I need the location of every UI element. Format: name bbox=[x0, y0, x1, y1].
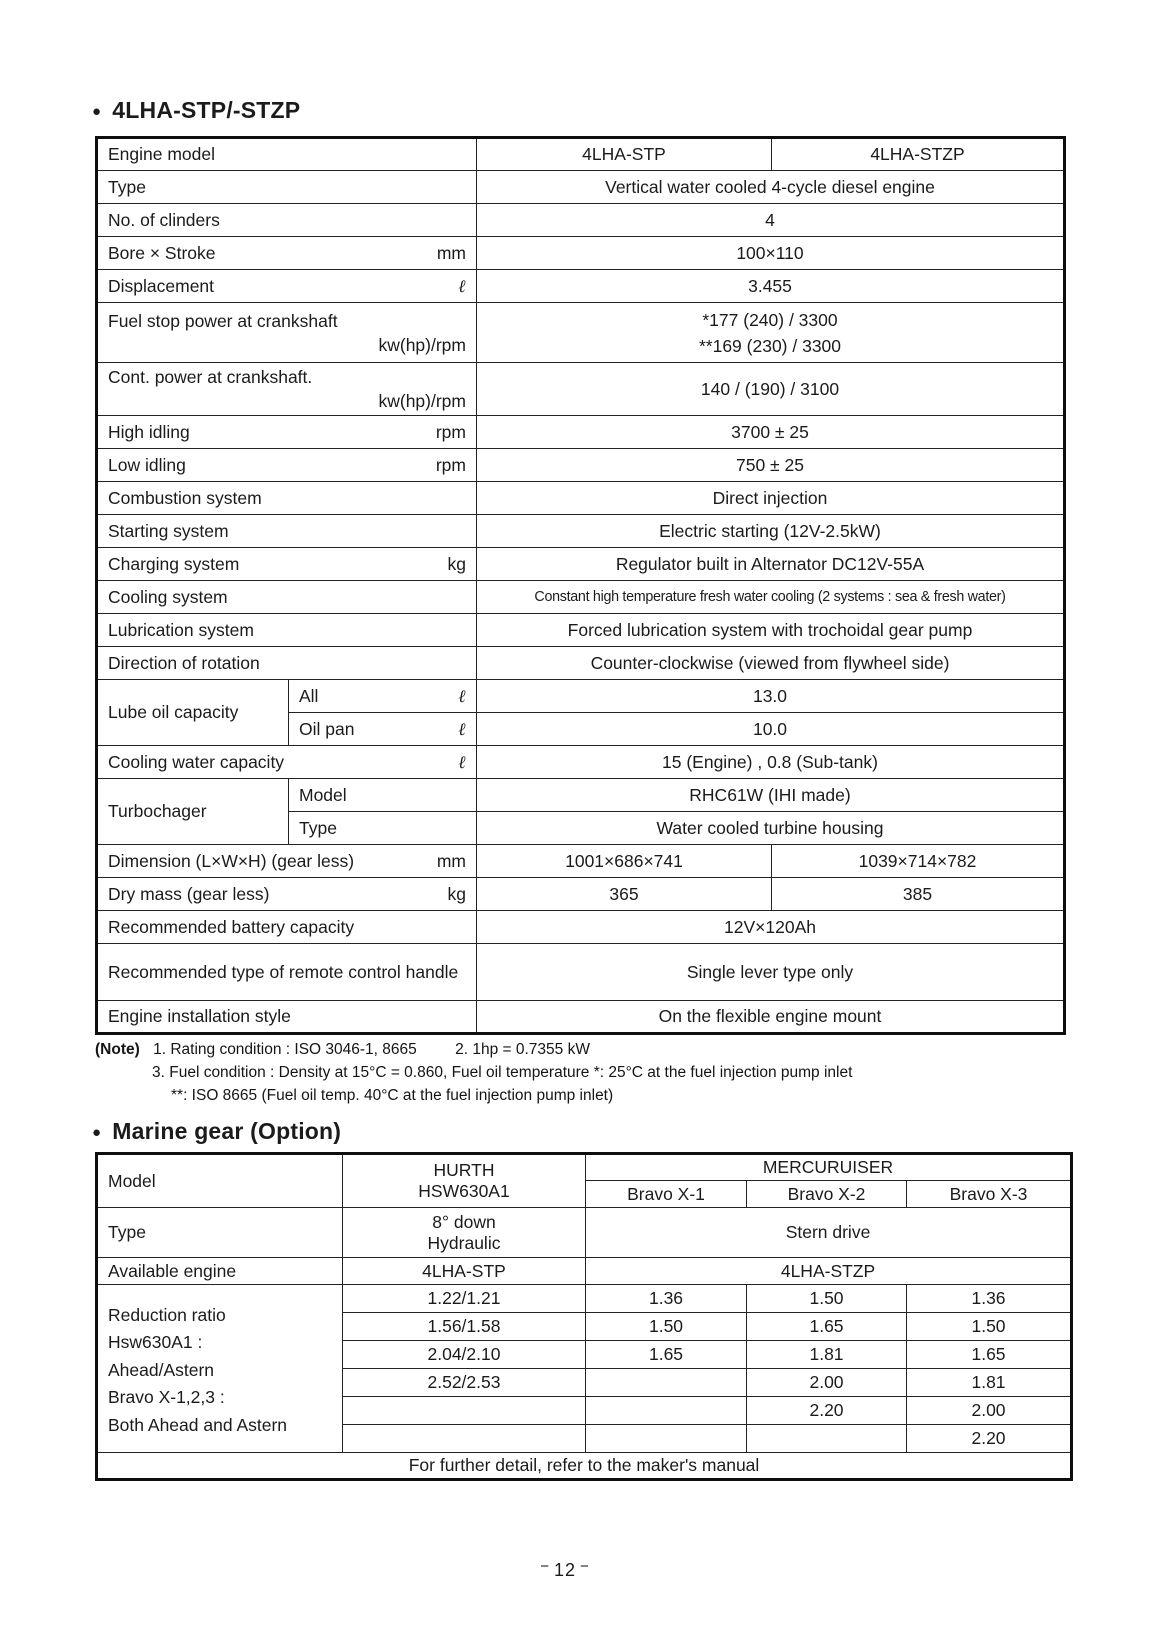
row-value-stp: 365 bbox=[477, 878, 772, 911]
ratio-cell: 1.50 bbox=[586, 1313, 747, 1341]
sub-row-label: Oil pan bbox=[299, 718, 355, 739]
row-label: Cooling system bbox=[97, 581, 477, 614]
bullet-icon: ● bbox=[92, 1124, 102, 1141]
hurth-brand: HURTH bbox=[433, 1160, 495, 1180]
ratio-cell: 1.56/1.58 bbox=[343, 1313, 586, 1341]
note-tag: (Note) bbox=[95, 1041, 140, 1058]
mercruiser-brand: MERCURUISER bbox=[586, 1154, 1072, 1181]
table-row-turbo-model bbox=[97, 779, 1065, 812]
table-row-lube-oil-all bbox=[97, 680, 1065, 713]
ratio-cell: 2.04/2.10 bbox=[343, 1341, 586, 1369]
row-unit: mm bbox=[436, 242, 466, 263]
ratio-cell bbox=[586, 1369, 747, 1397]
hurth-model: HSW630A1 bbox=[418, 1181, 510, 1201]
note-line-2: 3. Fuel condition : Density at 15°C = 0.860, Fuel oil temperature *: 25°C at the fuel injection pump inlet bbox=[152, 1064, 853, 1081]
row-value: 3700 ± 25 bbox=[477, 416, 1065, 449]
hurth-type-line2: Hydraulic bbox=[427, 1232, 501, 1253]
table-row-cooling-water bbox=[97, 746, 1065, 779]
row-value: 3.455 bbox=[477, 270, 1065, 303]
row-value-stzp: 1039×714×782 bbox=[772, 845, 1065, 878]
ratio-cell: 1.81 bbox=[907, 1369, 1072, 1397]
table-row-gear-type bbox=[97, 1208, 1072, 1258]
section-title-marine-gear bbox=[92, 1118, 341, 1145]
hurth-type-line1: 8° down bbox=[432, 1211, 496, 1232]
row-unit: kg bbox=[447, 553, 466, 574]
row-label: High idling bbox=[108, 421, 190, 442]
reduction-label-line: Reduction ratio bbox=[108, 1304, 226, 1325]
row-unit: ℓ bbox=[458, 752, 466, 773]
row-label: Engine model bbox=[97, 138, 477, 171]
table-row-cylinders bbox=[97, 204, 1065, 237]
reduction-label-line: Hsw630A1 : bbox=[108, 1332, 203, 1353]
row-label: Displacement bbox=[108, 275, 215, 296]
row-label: Combustion system bbox=[97, 482, 477, 515]
row-value: Single lever type only bbox=[477, 944, 1065, 1001]
row-label: Model bbox=[97, 1154, 343, 1208]
row-unit: kg bbox=[447, 883, 466, 904]
ratio-cell: 1.36 bbox=[586, 1285, 747, 1313]
row-unit: kw(hp)/rpm bbox=[378, 391, 466, 411]
row-label: Cooling water capacity bbox=[108, 751, 285, 772]
row-value: 140 / (190) / 3100 bbox=[477, 363, 1065, 416]
row-value: 10.0 bbox=[477, 713, 1065, 746]
ratio-cell bbox=[343, 1397, 586, 1425]
note-line-3: **: ISO 8665 (Fuel oil temp. 40°C at the fuel injection pump inlet) bbox=[171, 1087, 614, 1104]
table-row-dry-mass bbox=[97, 878, 1065, 911]
page-number-dash: − bbox=[540, 1558, 550, 1575]
table-row-type bbox=[97, 171, 1065, 204]
bravo-x2-header: Bravo X-2 bbox=[747, 1181, 907, 1208]
row-value: Vertical water cooled 4-cycle diesel engine bbox=[477, 171, 1065, 204]
row-label: No. of clinders bbox=[97, 204, 477, 237]
note-item-2: 2. 1hp = 0.7355 kW bbox=[455, 1041, 590, 1058]
table-row-installation bbox=[97, 1001, 1065, 1034]
row-label: Cont. power at crankshaft. bbox=[108, 367, 313, 387]
row-value-line1: *177 (240) / 3300 bbox=[702, 309, 838, 330]
ratio-cell: 1.65 bbox=[586, 1341, 747, 1369]
hurth-engine: 4LHA-STP bbox=[343, 1258, 586, 1285]
page-number-dash: − bbox=[580, 1558, 590, 1575]
table-row-bore-stroke bbox=[97, 237, 1065, 270]
reduction-label-line: Both Ahead and Astern bbox=[108, 1414, 288, 1435]
row-value-line2: **169 (230) / 3300 bbox=[698, 335, 842, 356]
engine-spec-table bbox=[95, 136, 1066, 1035]
row-unit: rpm bbox=[435, 421, 466, 442]
sub-row-label: All bbox=[299, 685, 319, 706]
table-row-ratio-1 bbox=[97, 1285, 1072, 1313]
table-row-cooling bbox=[97, 581, 1065, 614]
row-value: RHC61W (IHI made) bbox=[477, 779, 1065, 812]
ratio-cell bbox=[586, 1397, 747, 1425]
row-label: Bore × Stroke bbox=[108, 242, 216, 263]
mercruiser-engine: 4LHA-STZP bbox=[586, 1258, 1072, 1285]
bravo-x1-header: Bravo X-1 bbox=[586, 1181, 747, 1208]
row-value: On the flexible engine mount bbox=[477, 1001, 1065, 1034]
mercruiser-type: Stern drive bbox=[586, 1208, 1072, 1258]
row-label: Low idling bbox=[108, 454, 186, 475]
row-label: Dry mass (gear less) bbox=[108, 883, 270, 904]
ratio-cell: 2.52/2.53 bbox=[343, 1369, 586, 1397]
ratio-cell: 1.22/1.21 bbox=[343, 1285, 586, 1313]
marine-gear-table bbox=[95, 1152, 1073, 1481]
row-value-stzp: 4LHA-STZP bbox=[772, 138, 1065, 171]
ratio-cell: 1.65 bbox=[747, 1313, 907, 1341]
ratio-cell: 2.20 bbox=[747, 1397, 907, 1425]
table-row-battery bbox=[97, 911, 1065, 944]
table-row-dimension bbox=[97, 845, 1065, 878]
ratio-cell: 2.00 bbox=[907, 1397, 1072, 1425]
row-label: Charging system bbox=[108, 553, 240, 574]
page-number-value: 12 bbox=[553, 1560, 577, 1580]
row-unit: ℓ bbox=[458, 276, 466, 297]
row-value: Constant high temperature fresh water cooling (2 systems : sea & fresh water) bbox=[477, 581, 1065, 614]
ratio-cell: 1.65 bbox=[907, 1341, 1072, 1369]
ratio-cell: 1.36 bbox=[907, 1285, 1072, 1313]
note-line-1 bbox=[95, 1038, 1075, 1061]
note-item-1: 1. Rating condition : ISO 3046-1, 8665 bbox=[153, 1041, 417, 1058]
row-value: 13.0 bbox=[477, 680, 1065, 713]
row-value: Electric starting (12V-2.5kW) bbox=[477, 515, 1065, 548]
section-title-engine bbox=[92, 97, 300, 124]
row-label: Lubrication system bbox=[97, 614, 477, 647]
note-block bbox=[95, 1038, 1075, 1107]
table-row-footer bbox=[97, 1453, 1072, 1480]
row-value: 750 ± 25 bbox=[477, 449, 1065, 482]
ratio-cell: 1.81 bbox=[747, 1341, 907, 1369]
row-label: Fuel stop power at crankshaft bbox=[108, 310, 338, 331]
sub-row-label: Model bbox=[289, 779, 477, 812]
section-title-text: Marine gear (Option) bbox=[112, 1118, 342, 1144]
bullet-icon: ● bbox=[92, 103, 102, 120]
reduction-label-line: Bravo X-1,2,3 : bbox=[108, 1387, 225, 1408]
row-label: Type bbox=[97, 1208, 343, 1258]
table-row-charging bbox=[97, 548, 1065, 581]
table-row-lubrication bbox=[97, 614, 1065, 647]
ratio-cell bbox=[747, 1425, 907, 1453]
sub-row-label: Type bbox=[289, 812, 477, 845]
page-number bbox=[0, 1560, 1130, 1581]
table-row-cont-power bbox=[97, 363, 1065, 416]
table-row-remote-handle bbox=[97, 944, 1065, 1001]
reduction-label-line: Ahead/Astern bbox=[108, 1359, 215, 1380]
table-row-model-header bbox=[97, 1154, 1072, 1181]
row-label: Type bbox=[97, 171, 477, 204]
ratio-cell bbox=[586, 1425, 747, 1453]
table-row-low-idling bbox=[97, 449, 1065, 482]
ratio-cell bbox=[343, 1425, 586, 1453]
ratio-cell: 2.20 bbox=[907, 1425, 1072, 1453]
section-title-text: 4LHA-STP/-STZP bbox=[112, 97, 301, 123]
row-label: Recommended battery capacity bbox=[97, 911, 477, 944]
row-unit: rpm bbox=[435, 454, 466, 475]
row-value: Direct injection bbox=[477, 482, 1065, 515]
row-value: Forced lubrication system with trochoidal gear pump bbox=[477, 614, 1065, 647]
row-label: Dimension (L×W×H) (gear less) bbox=[108, 850, 355, 871]
row-value: Water cooled turbine housing bbox=[477, 812, 1065, 845]
maker-manual-note: For further detail, refer to the maker's manual bbox=[97, 1453, 1072, 1480]
ratio-cell: 1.50 bbox=[747, 1285, 907, 1313]
group-label: Lube oil capacity bbox=[97, 680, 289, 746]
row-value: 100×110 bbox=[477, 237, 1065, 270]
row-label: Engine installation style bbox=[97, 1001, 477, 1034]
table-row-fuel-stop-power bbox=[97, 303, 1065, 363]
row-value: 12V×120Ah bbox=[477, 911, 1065, 944]
row-unit: kw(hp)/rpm bbox=[378, 334, 466, 355]
bravo-x3-header: Bravo X-3 bbox=[907, 1181, 1072, 1208]
row-label: Recommended type of remote control handle bbox=[97, 944, 477, 1001]
row-value: Regulator built in Alternator DC12V-55A bbox=[477, 548, 1065, 581]
table-row-rotation bbox=[97, 647, 1065, 680]
table-row-engine-model bbox=[97, 138, 1065, 171]
row-value-stp: 4LHA-STP bbox=[477, 138, 772, 171]
row-value-stp: 1001×686×741 bbox=[477, 845, 772, 878]
row-value: 15 (Engine) , 0.8 (Sub-tank) bbox=[477, 746, 1065, 779]
ratio-cell: 1.50 bbox=[907, 1313, 1072, 1341]
group-label: Turbochager bbox=[97, 779, 289, 845]
table-row-displacement bbox=[97, 270, 1065, 303]
row-value-stzp: 385 bbox=[772, 878, 1065, 911]
table-row-starting bbox=[97, 515, 1065, 548]
row-value: 4 bbox=[477, 204, 1065, 237]
table-row-high-idling bbox=[97, 416, 1065, 449]
sub-row-unit: ℓ bbox=[458, 719, 466, 740]
row-unit: mm bbox=[436, 850, 466, 871]
ratio-cell: 2.00 bbox=[747, 1369, 907, 1397]
row-label: Starting system bbox=[97, 515, 477, 548]
sub-row-unit: ℓ bbox=[458, 686, 466, 707]
table-row-combustion bbox=[97, 482, 1065, 515]
row-label: Available engine bbox=[97, 1258, 343, 1285]
row-label: Direction of rotation bbox=[97, 647, 477, 680]
table-row-available-engine bbox=[97, 1258, 1072, 1285]
row-value: Counter-clockwise (viewed from flywheel side) bbox=[477, 647, 1065, 680]
